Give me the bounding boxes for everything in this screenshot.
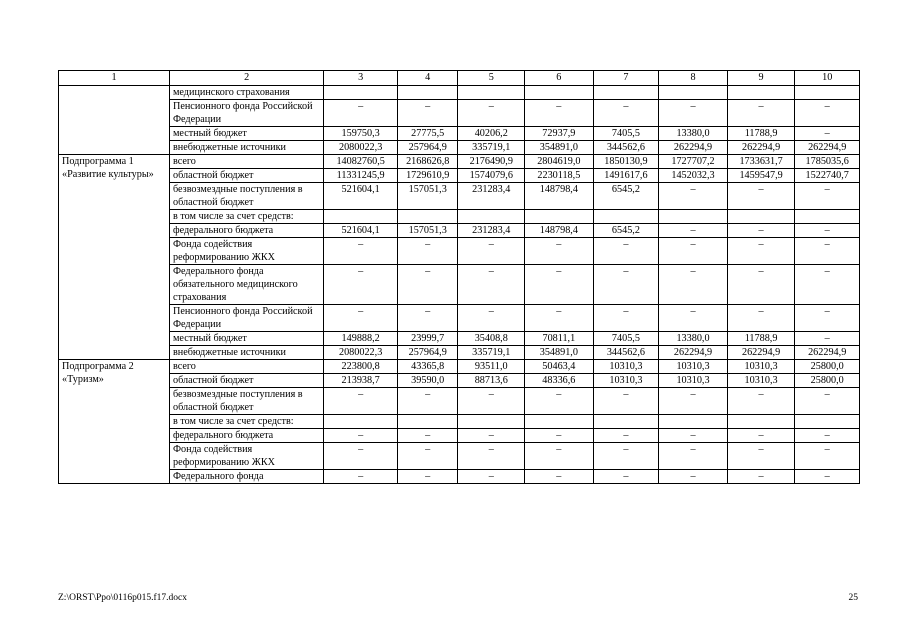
amount-cell: 7405,5 [593,127,659,141]
amount-cell: 13380,0 [659,127,728,141]
amount-cell [727,415,795,429]
amount-cell: – [659,305,728,332]
amount-cell: – [795,429,860,443]
amount-cell: – [458,470,525,484]
amount-cell [593,86,659,100]
amount-cell: – [324,265,398,305]
amount-cell: 11331245,9 [324,169,398,183]
amount-cell: – [795,100,860,127]
amount-cell: – [525,388,594,415]
amount-cell: 1733631,7 [727,155,795,169]
funding-source-cell: Пенсионного фонда Российской Федерации [169,100,323,127]
table-row [59,429,860,443]
amount-cell: 2168626,8 [397,155,458,169]
table-row [59,100,860,127]
amount-cell: – [324,100,398,127]
program-name-cell [59,86,170,155]
amount-cell: 1491617,6 [593,169,659,183]
amount-cell: 11788,9 [727,332,795,346]
amount-cell [659,86,728,100]
amount-cell: 40206,2 [458,127,525,141]
table-row [59,305,860,332]
program-name-cell: Подпрограмма 2 «Туризм» [59,360,170,484]
column-header-4: 4 [397,71,458,86]
amount-cell: – [593,238,659,265]
amount-cell: 35408,8 [458,332,525,346]
table-row [59,127,860,141]
amount-cell: 262294,9 [727,346,795,360]
amount-cell: – [397,429,458,443]
amount-cell: 262294,9 [795,346,860,360]
amount-cell: 10310,3 [593,374,659,388]
funding-source-cell: в том числе за счет средств: [169,210,323,224]
funding-source-cell: внебюджетные источники [169,141,323,155]
funding-source-cell: всего [169,155,323,169]
amount-cell: – [525,470,594,484]
funding-source-cell: Пенсионного фонда Российской Федерации [169,305,323,332]
amount-cell: 257964,9 [397,346,458,360]
amount-cell: 7405,5 [593,332,659,346]
amount-cell: – [659,183,728,210]
amount-cell: – [397,443,458,470]
amount-cell: – [593,443,659,470]
amount-cell: – [525,429,594,443]
amount-cell [397,210,458,224]
amount-cell: – [593,388,659,415]
table-row [59,265,860,305]
amount-cell: 223800,8 [324,360,398,374]
amount-cell: – [525,100,594,127]
amount-cell: 13380,0 [659,332,728,346]
footer-file-path: Z:\ORST\Ppo\0116p015.f17.docx [58,593,187,603]
funding-source-cell: медицинского страхования [169,86,323,100]
amount-cell [659,415,728,429]
amount-cell: 1850130,9 [593,155,659,169]
amount-cell: – [727,238,795,265]
amount-cell: – [659,388,728,415]
table-row [59,210,860,224]
table-header-row [59,71,860,86]
amount-cell [593,210,659,224]
column-header-6: 6 [525,71,594,86]
amount-cell: – [795,183,860,210]
document-page [58,70,860,484]
funding-source-cell: безвозмездные поступления в областной бюджет [169,183,323,210]
amount-cell: 10310,3 [727,374,795,388]
funding-source-cell: всего [169,360,323,374]
column-header-5: 5 [458,71,525,86]
funding-source-cell: Фонда содействия реформированию ЖКХ [169,238,323,265]
table-row [59,470,860,484]
amount-cell: 521604,1 [324,183,398,210]
amount-cell: 70811,1 [525,332,594,346]
table-row [59,238,860,265]
table-row [59,332,860,346]
funding-source-cell: местный бюджет [169,332,323,346]
amount-cell: 1452032,3 [659,169,728,183]
amount-cell: – [458,305,525,332]
amount-cell: 257964,9 [397,141,458,155]
amount-cell [458,415,525,429]
amount-cell: 213938,7 [324,374,398,388]
table-row [59,374,860,388]
amount-cell: 1574079,6 [458,169,525,183]
amount-cell: – [458,429,525,443]
amount-cell: – [727,224,795,238]
amount-cell: – [324,305,398,332]
column-header-7: 7 [593,71,659,86]
amount-cell: 231283,4 [458,183,525,210]
amount-cell: – [458,100,525,127]
amount-cell: – [593,429,659,443]
funding-source-cell: местный бюджет [169,127,323,141]
amount-cell: – [324,238,398,265]
funding-source-cell: федерального бюджета [169,429,323,443]
page-footer [58,592,858,604]
amount-cell: – [795,238,860,265]
amount-cell: 1727707,2 [659,155,728,169]
amount-cell: 10310,3 [593,360,659,374]
amount-cell: – [324,443,398,470]
amount-cell: – [659,265,728,305]
amount-cell [795,415,860,429]
amount-cell [593,415,659,429]
amount-cell: – [727,305,795,332]
funding-source-cell: Федерального фонда [169,470,323,484]
table-row [59,443,860,470]
amount-cell: 262294,9 [795,141,860,155]
amount-cell: – [659,429,728,443]
amount-cell [795,86,860,100]
amount-cell: – [458,388,525,415]
amount-cell: – [593,305,659,332]
amount-cell: 231283,4 [458,224,525,238]
amount-cell [324,86,398,100]
amount-cell: – [727,265,795,305]
amount-cell [727,210,795,224]
amount-cell: 25800,0 [795,374,860,388]
amount-cell: – [525,443,594,470]
amount-cell: 11788,9 [727,127,795,141]
amount-cell: 88713,6 [458,374,525,388]
amount-cell: – [659,470,728,484]
amount-cell: 344562,6 [593,141,659,155]
amount-cell: – [458,443,525,470]
amount-cell: 10310,3 [727,360,795,374]
amount-cell: – [727,443,795,470]
amount-cell: – [397,265,458,305]
amount-cell: 149888,2 [324,332,398,346]
amount-cell: – [593,100,659,127]
amount-cell: 14082760,5 [324,155,398,169]
amount-cell: 48336,6 [525,374,594,388]
amount-cell: 50463,4 [525,360,594,374]
amount-cell: 23999,7 [397,332,458,346]
amount-cell: 93511,0 [458,360,525,374]
funding-source-cell: Федерального фонда обязательного медицинского страхования [169,265,323,305]
amount-cell: – [324,470,398,484]
amount-cell: 157051,3 [397,183,458,210]
amount-cell [525,415,594,429]
program-name-cell: Подпрограмма 1 «Развитие культуры» [59,155,170,360]
amount-cell: 1459547,9 [727,169,795,183]
amount-cell [324,210,398,224]
amount-cell: 344562,6 [593,346,659,360]
amount-cell: – [525,305,594,332]
amount-cell: 2080022,3 [324,141,398,155]
amount-cell: 39590,0 [397,374,458,388]
table-row [59,224,860,238]
column-header-8: 8 [659,71,728,86]
amount-cell [397,86,458,100]
amount-cell: – [397,388,458,415]
amount-cell: – [659,100,728,127]
amount-cell [458,210,525,224]
amount-cell: – [795,127,860,141]
amount-cell: – [397,470,458,484]
amount-cell: – [324,429,398,443]
table-row [59,360,860,374]
amount-cell: 354891,0 [525,346,594,360]
table-row [59,415,860,429]
amount-cell: – [795,388,860,415]
amount-cell: – [659,443,728,470]
amount-cell: – [727,100,795,127]
amount-cell: 10310,3 [659,360,728,374]
amount-cell: – [727,388,795,415]
column-header-10: 10 [795,71,860,86]
amount-cell [525,86,594,100]
column-header-2: 2 [169,71,323,86]
amount-cell: – [659,238,728,265]
budget-table [58,70,860,484]
amount-cell: 335719,1 [458,141,525,155]
column-header-1: 1 [59,71,170,86]
amount-cell: – [795,470,860,484]
amount-cell: – [795,224,860,238]
amount-cell: 262294,9 [659,346,728,360]
amount-cell: – [397,100,458,127]
amount-cell: – [795,265,860,305]
amount-cell: – [525,265,594,305]
amount-cell: – [397,305,458,332]
amount-cell: 1522740,7 [795,169,860,183]
amount-cell: 72937,9 [525,127,594,141]
amount-cell: 354891,0 [525,141,594,155]
amount-cell: – [458,238,525,265]
amount-cell: 262294,9 [659,141,728,155]
table-row [59,346,860,360]
amount-cell: 521604,1 [324,224,398,238]
footer-page-number: 25 [848,593,858,603]
column-header-9: 9 [727,71,795,86]
table-body [59,86,860,484]
amount-cell: 27775,5 [397,127,458,141]
amount-cell: – [525,238,594,265]
amount-cell: – [397,238,458,265]
table-row [59,183,860,210]
amount-cell: 2080022,3 [324,346,398,360]
funding-source-cell: областной бюджет [169,169,323,183]
amount-cell: 25800,0 [795,360,860,374]
funding-source-cell: безвозмездные поступления в областной бюджет [169,388,323,415]
column-header-3: 3 [324,71,398,86]
amount-cell: – [593,470,659,484]
funding-source-cell: в том числе за счет средств: [169,415,323,429]
table-row [59,169,860,183]
amount-cell [324,415,398,429]
amount-cell: 6545,2 [593,183,659,210]
funding-source-cell: областной бюджет [169,374,323,388]
amount-cell: – [593,265,659,305]
amount-cell [397,415,458,429]
amount-cell [727,86,795,100]
amount-cell: – [727,429,795,443]
amount-cell: 335719,1 [458,346,525,360]
amount-cell: 262294,9 [727,141,795,155]
amount-cell: – [324,388,398,415]
table-row [59,388,860,415]
amount-cell: – [795,305,860,332]
table-row [59,155,860,169]
table-row [59,86,860,100]
amount-cell: – [659,224,728,238]
amount-cell: 6545,2 [593,224,659,238]
amount-cell: – [795,443,860,470]
amount-cell: 148798,4 [525,183,594,210]
amount-cell [458,86,525,100]
amount-cell: 2176490,9 [458,155,525,169]
amount-cell [525,210,594,224]
funding-source-cell: внебюджетные источники [169,346,323,360]
amount-cell: 2230118,5 [525,169,594,183]
amount-cell: 10310,3 [659,374,728,388]
amount-cell: – [727,470,795,484]
amount-cell: 1729610,9 [397,169,458,183]
amount-cell: 157051,3 [397,224,458,238]
amount-cell: – [727,183,795,210]
amount-cell: 1785035,6 [795,155,860,169]
amount-cell [659,210,728,224]
funding-source-cell: федерального бюджета [169,224,323,238]
amount-cell [795,210,860,224]
funding-source-cell: Фонда содействия реформированию ЖКХ [169,443,323,470]
table-row [59,141,860,155]
amount-cell: 148798,4 [525,224,594,238]
amount-cell: – [795,332,860,346]
amount-cell: 159750,3 [324,127,398,141]
amount-cell: 2804619,0 [525,155,594,169]
amount-cell: 43365,8 [397,360,458,374]
amount-cell: – [458,265,525,305]
